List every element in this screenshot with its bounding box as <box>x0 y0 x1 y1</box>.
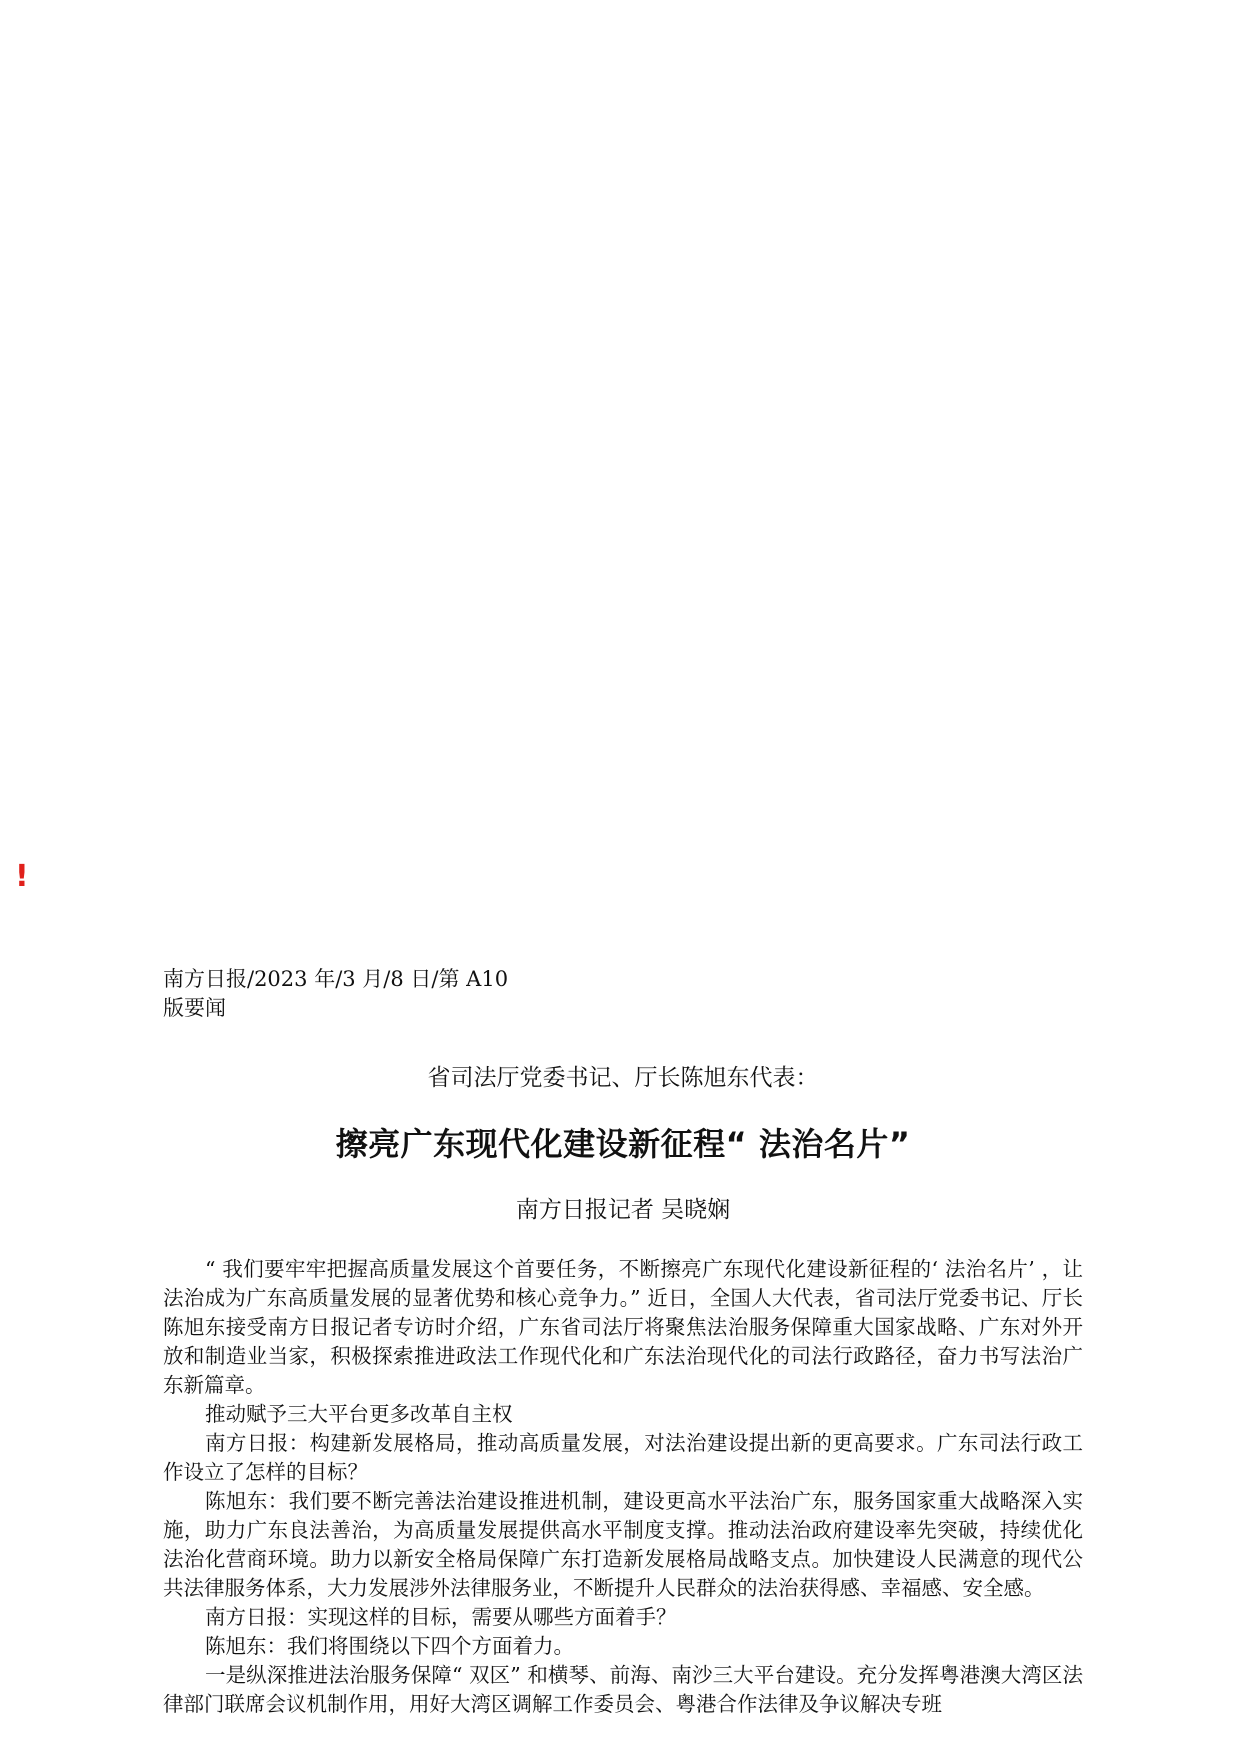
article-subtitle: 省司法厅党委书记、厅长陈旭东代表： <box>427 1065 819 1091</box>
paragraph: “ 我们要牢牢把握高质量发展这个首要任务，不断擦亮广东现代化建设新征程的‘ 法治名片’ ，让法治成为广东高质量发展的显著优势和核心竞争力。” 近日，全国人大代表，省司法厅党委书记、厅长陈旭东接受南方日报记者专访时介绍，广东省司法厅将聚焦法治服务保障重大国家战略、广东对外开放和制造业当家，积极探索推进政法工作现代化和广东法治现代化的司法行政路径，奋力书写法治广东新篇章。 <box>163 1257 1083 1397</box>
paragraph: 陈旭东：我们将围绕以下四个方面着力。 <box>205 1634 574 1658</box>
paragraph: 南方日报：实现这样的目标，需要从哪些方面着手？ <box>205 1605 677 1629</box>
article-body <box>163 1255 1083 1719</box>
section-heading: 推动赋予三大平台更多改革自主权 <box>205 1402 513 1426</box>
paragraph: 陈旭东：我们要不断完善法治建设推进机制，建设更高水平法治广东，服务国家重大战略深入实施，助力广东良法善治，为高质量发展提供高水平制度支撑。推动法治政府建设率先突破，持续优化法治化营商环境。助力以新安全格局保障广东打造新发展格局战略支点。加快建设人民满意的现代公共法律服务体系，大力发展涉外法律服务业，不断提升人民群众的法治获得感、幸福感、安全感。 <box>163 1489 1083 1600</box>
paragraph: 一是纵深推进法治服务保障“ 双区” 和横琴、前海、南沙三大平台建设。充分发挥粤港澳大湾区法律部门联席会议机制作用，用好大湾区调解工作委员会、粤港合作法律及争议解决专班 <box>163 1663 1083 1716</box>
article-content <box>163 965 1083 1719</box>
source-line-1: 南方日报/2023 年/3 月/8 日/第 A10 <box>163 967 509 991</box>
paragraph: 南方日报：构建新发展格局，推动高质量发展，对法治建设提出新的更高要求。广东司法行政工作设立了怎样的目标？ <box>163 1431 1083 1484</box>
exclamation-mark: ! <box>15 859 29 894</box>
article-byline: 南方日报记者 吴晓娴 <box>515 1197 731 1223</box>
article-headline: 擦亮广东现代化建设新征程“ 法治名片” <box>335 1125 911 1163</box>
source-line-2: 版要闻 <box>163 996 226 1020</box>
